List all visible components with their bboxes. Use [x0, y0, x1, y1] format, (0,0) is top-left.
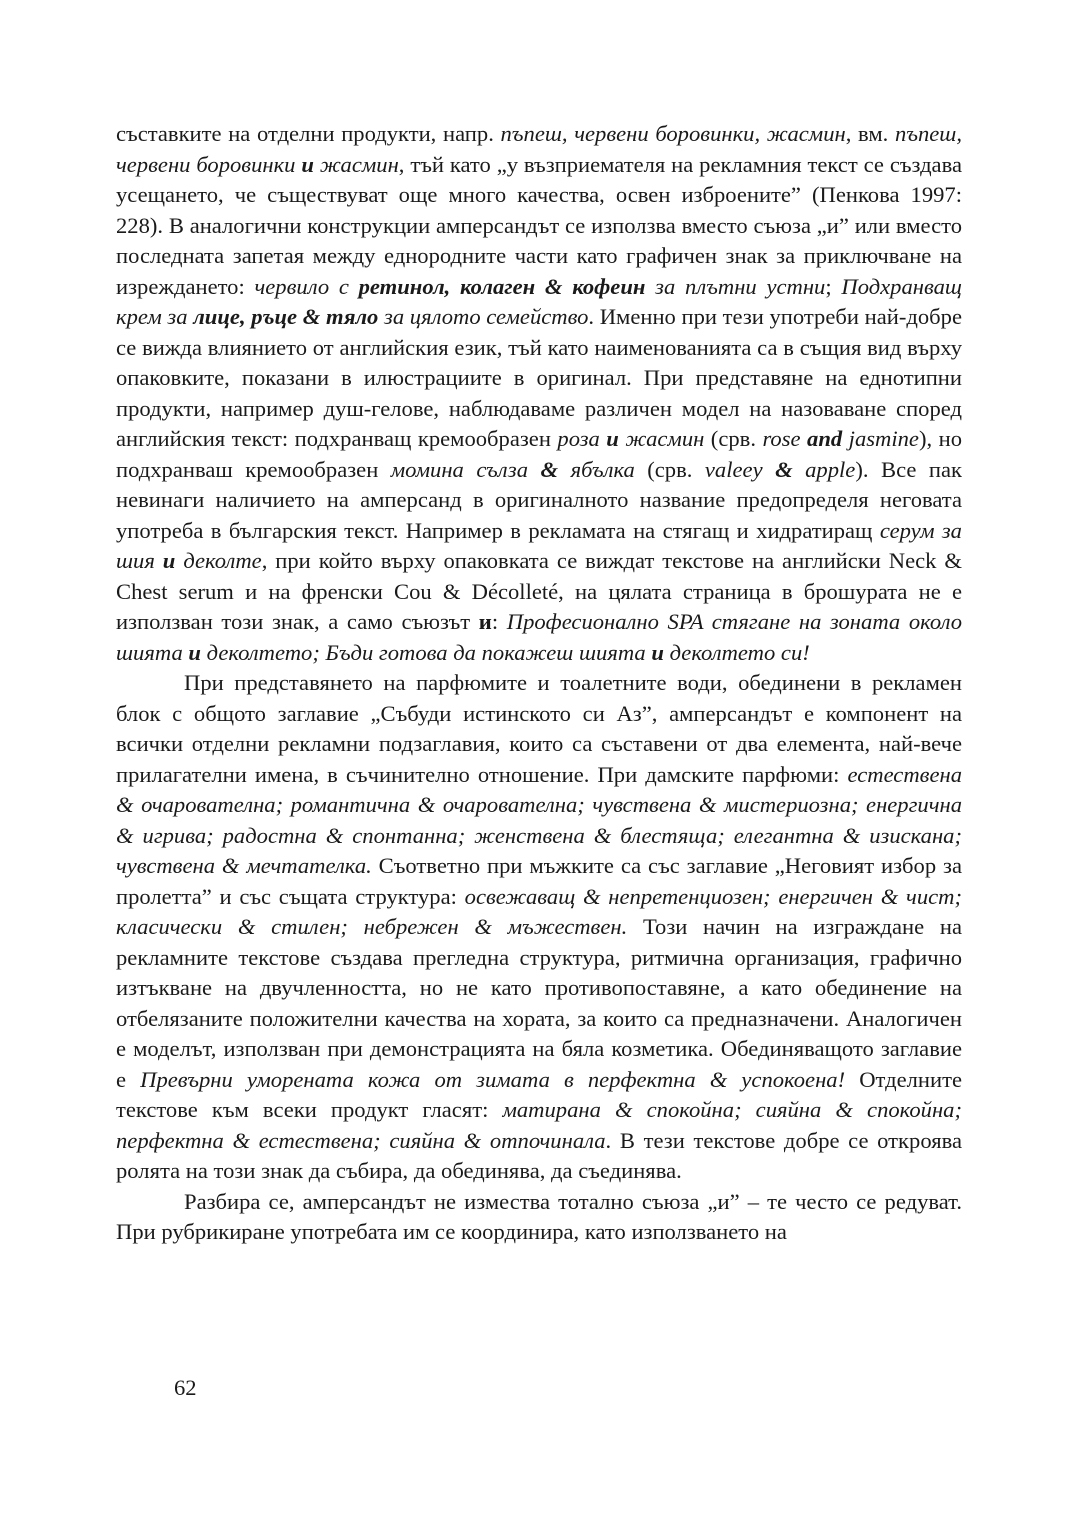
page-body [116, 119, 962, 1248]
text-run: , вм. [845, 121, 895, 146]
text-run: серум за шия [116, 517, 962, 573]
page-number: 62 [174, 1375, 197, 1400]
text-run: освежаващ & непретенциозен; енергичен & чист; класически & стилен; небрежен & мъжествен. [116, 883, 962, 939]
text-run: . В тези текстове добре се откроява ролята на този знак да събира, да обединява, да съединява. [116, 1127, 962, 1183]
text-run: лице, ръце & тяло [193, 304, 379, 329]
text-run: rose [762, 426, 808, 451]
text-run: Професионално SPA стягане на зоната около шията [116, 609, 962, 665]
paragraph [116, 119, 962, 668]
text-run: роза [557, 426, 607, 451]
text-run: червило с [254, 273, 359, 299]
text-run: жасмин [618, 426, 705, 451]
text-run: и [651, 639, 664, 665]
text-run: деколтето; Бъди готова да покажеш шията [200, 639, 652, 665]
text-run: Отделните текстове към всеки продукт гласят: [116, 1066, 962, 1122]
text-run: Подхранващ крем за [116, 273, 962, 329]
text-run: and [807, 426, 843, 451]
text-run: деколтето си! [663, 639, 810, 665]
text-run: ). Все пак невинаги наличието на амперсанд в оригиналното название предопределя неговата употреба в българския текст. Например в рекламата на стягащ и хидратиращ [116, 456, 962, 543]
text-run: valeey [704, 456, 776, 482]
text-run: жасмин [313, 151, 399, 177]
text-run: Разбира се, амперсандът не измества тотално съюза „и” – те често се редуват. При рубрикиране употребата им се координира, като използването на [116, 1188, 962, 1244]
text-run: и [162, 548, 176, 573]
text-run: и [606, 426, 619, 451]
text-run: & [775, 456, 793, 482]
text-run: пъпеш, червени боровинки, жасмин [500, 121, 846, 146]
text-run: Този начин на изграждане на рекламните текстове създава прегледна структура, ритмична организация, графично изтъкване на двучленността, но не като противопоставяне, а като обединение на отбелязаните положителни качества на хората, за които са предназначени. Аналогичен е моделът, използван при демонстрацията на бяла козметика. Обединяващото заглавие е [116, 914, 962, 1092]
text-run: за цялото семейство [378, 304, 589, 329]
text-run: ретинол, колаген & кофеин [358, 273, 646, 299]
text-run: (срв. [634, 456, 705, 482]
text-run: ябълка [558, 456, 635, 482]
text-run: & [540, 456, 559, 482]
text-run: Превърни уморената кожа от зимата в перфектна & успокоена! [140, 1066, 846, 1092]
text-run: естествена & очарователна; романтична & очарователна; чувствена & мистериозна; енергична & игрива; радостна & спонтанна; женствена & блестяща; елегантна & изискана; чувствена & мечтателка. [116, 761, 962, 878]
text-run: матирана & спокойна; сияйна & спокойна; перфектна & естествена; сияйна & отпочинала [116, 1097, 962, 1153]
text-run: При представянето на парфюмите и тоалетните води, обединени в рекламен блок с общото заглавие „Събуди истинското си Аз”, амперсандът е компонент на всички отделни рекламни подзаглавия, които са съставени от два елемента, най-вече прилагателни имена, в съчинително отношение. При дамските парфюми: [116, 670, 962, 787]
text-run: Съответно при мъжките са със заглавие „Неговият избор за пролетта” и със същата структура: [116, 853, 962, 909]
text-run: и [478, 609, 492, 634]
paragraph [116, 668, 962, 1187]
text-run: ; [825, 273, 842, 299]
text-run: и [188, 639, 201, 665]
paragraph [116, 1187, 962, 1248]
text-run: деколте [175, 548, 262, 573]
text-run: : [491, 609, 507, 634]
text-run: jasmine [842, 426, 919, 451]
text-run: пъпеш, червени боровинки [116, 121, 962, 177]
text-run: ), но подхранваш кремообразен [116, 426, 962, 482]
text-run: , тъй като „у възприемателя на рекламния текст се създава усещането, че съществуват още много качества, освен изброените” (Пенкова 1997: 228). В аналогични конструкции амперсандът се използва вместо съюза „и” или вместо последната запетая между еднородните части като графичен знак за приключване на изреждането: [116, 151, 962, 299]
text-run: момина сълза [390, 456, 541, 482]
text-run: , при който върху опаковката се виждат текстове на английски Neck & Chest serum и на френски Cou & Décolleté, на цялата страница в брошурата не е използван този знак, а само съюзът [116, 548, 962, 634]
text-run: (срв. [704, 426, 763, 451]
text-run: за плътни устни [645, 273, 826, 299]
text-run: и [301, 151, 314, 177]
text-run: . Именно при тези употреби най-добре се вижда влиянието от английския език, тъй като наименованията са в същия вид върху опаковките, показани в илюстрациите в оригинал. При представяне на еднотипни продукти, например душ-гелове, наблюдаваме различен модел на назоваване според английския текст: подхранващ кремообразен [116, 304, 962, 451]
text-run: apple [792, 456, 856, 482]
text-run: съставките на отделни продукти, напр. [116, 121, 501, 146]
